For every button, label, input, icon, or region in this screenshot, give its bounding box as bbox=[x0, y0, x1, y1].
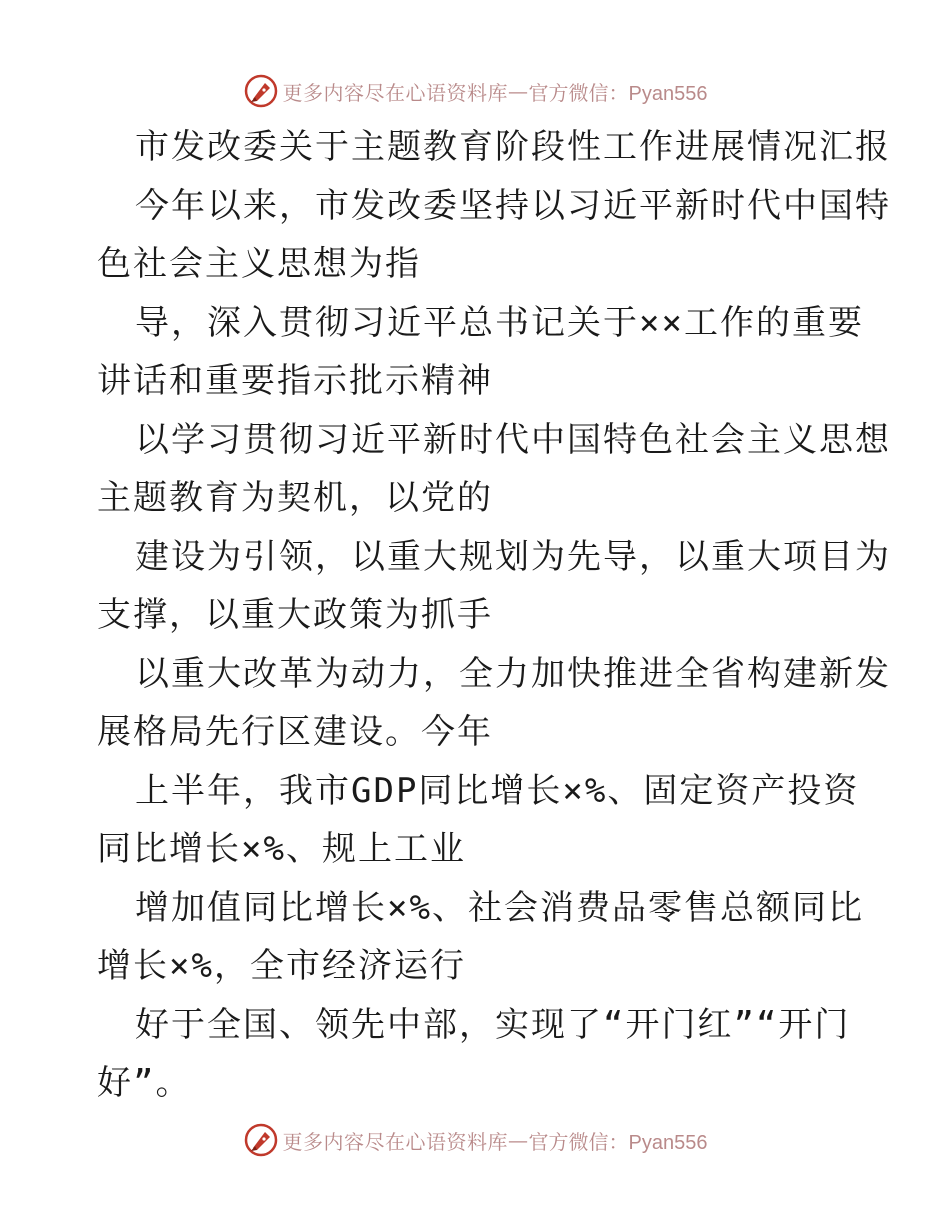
document-line: 上半年，我市GDP同比增长×%、固定资产投资 bbox=[135, 770, 860, 811]
document-line: 主题教育为契机，以党的 bbox=[97, 478, 493, 518]
document-body bbox=[97, 118, 891, 1113]
document-line: 以学习贯彻习近平新时代中国特色社会主义思想 bbox=[135, 419, 891, 460]
header-banner bbox=[0, 71, 950, 111]
header-contact: 官方微信：Pyan556 bbox=[528, 82, 708, 105]
document-line: 今年以来，市发改委坚持以习近平新时代中国特 bbox=[135, 185, 891, 226]
document-line: 导，深入贯彻习近平总书记关于××工作的重要 bbox=[135, 302, 864, 343]
document-line: 色社会主义思想为指 bbox=[97, 244, 421, 284]
pen-nib-logo-icon bbox=[243, 73, 279, 109]
document-line: 增长×%，全市经济运行 bbox=[97, 946, 466, 986]
pen-nib-logo-icon bbox=[243, 1122, 279, 1158]
document-line: 讲话和重要指示批示精神 bbox=[97, 361, 493, 401]
document-line: 展格局先行区建设。今年 bbox=[97, 712, 493, 752]
document-line: 市发改委关于主题教育阶段性工作进展情况汇报 bbox=[135, 127, 891, 167]
document-line: 好”。 bbox=[97, 1063, 192, 1103]
header-separator: — bbox=[508, 79, 529, 103]
document-line: 好于全国、领先中部，实现了“开门红”“开门 bbox=[135, 1004, 851, 1045]
document-line: 建设为引领，以重大规划为先导，以重大项目为 bbox=[135, 536, 891, 577]
document-line: 同比增长×%、规上工业 bbox=[97, 829, 466, 869]
footer-banner bbox=[0, 1120, 950, 1160]
footer-separator: — bbox=[508, 1128, 529, 1152]
document-line: 以重大改革为动力，全力加快推进全省构建新发 bbox=[135, 653, 891, 694]
header-slogan: 更多内容尽在心语资料库 bbox=[282, 80, 509, 105]
footer-slogan: 更多内容尽在心语资料库 bbox=[282, 1129, 509, 1154]
footer-contact: 官方微信：Pyan556 bbox=[528, 1131, 708, 1154]
document-line: 支撑，以重大政策为抓手 bbox=[97, 595, 493, 635]
document-line: 增加值同比增长×%、社会消费品零售总额同比 bbox=[135, 887, 864, 928]
